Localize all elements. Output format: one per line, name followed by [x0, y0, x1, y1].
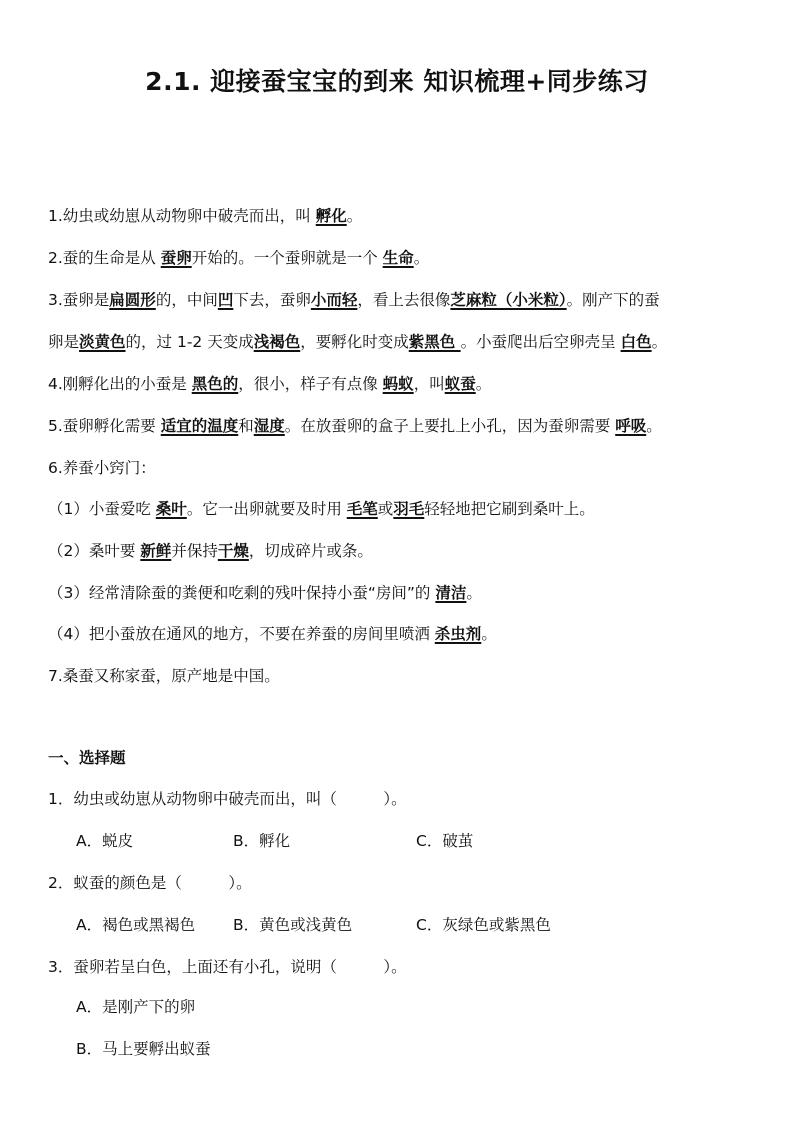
line-text: 。在放蚕卵的盒子上要扎上小孔，因为蚕卵需要 — [284, 417, 616, 435]
answer-keyword: 淡黄色 — [79, 333, 126, 351]
answer-keyword: 芝麻粒（小米粒） — [450, 291, 567, 309]
line-text: ，叫 — [413, 375, 445, 393]
answer-keyword: 呼吸 — [615, 417, 647, 435]
line-text: 的，中间 — [155, 291, 218, 309]
question-stem: 3．蚕卵若呈白色，上面还有小孔，说明（ ）。 — [48, 958, 407, 976]
page-title: 2.1. 迎接蚕宝宝的到来 知识梳理+同步练习 — [145, 67, 649, 96]
answer-keyword: 浅褐色 — [253, 333, 301, 351]
line-text: （2）桑叶要 — [48, 542, 141, 560]
answer-keyword: 黑色的 — [191, 375, 239, 393]
answer-keyword: 凹 — [217, 291, 234, 309]
line-text: 。 — [346, 207, 363, 225]
knowledge-line — [48, 624, 758, 644]
answer-keyword: 干燥 — [217, 542, 249, 560]
answer-keyword: 毛笔 — [346, 500, 378, 518]
line-text: ，要孵化时变成 — [300, 333, 409, 351]
question-stem: 1．幼虫或幼崽从动物卵中破壳而出，叫（ ）。 — [48, 790, 407, 808]
knowledge-line — [48, 290, 758, 310]
line-text: 。 — [481, 625, 497, 643]
line-text: 7.桑蚕又称家蚕，原产地是中国。 — [48, 667, 280, 685]
answer-keyword: 湿度 — [253, 417, 285, 435]
answer-keyword: 蚂蚁 — [382, 375, 414, 393]
line-text: 6.养蚕小窍门： — [48, 459, 156, 477]
knowledge-line — [48, 499, 758, 519]
answer-option[interactable]: C．灰绿色或紫黑色 — [416, 916, 551, 934]
line-text: 2.蚕的生命是从 — [48, 249, 161, 267]
answer-option[interactable]: A．褐色或黑褐色 — [76, 916, 196, 934]
line-text: 。 — [475, 375, 492, 393]
answer-keyword: 杀虫剂 — [434, 625, 482, 643]
line-text: 下去，蚕卵 — [233, 291, 311, 309]
knowledge-line — [48, 248, 758, 268]
answer-keyword: 新鲜 — [140, 542, 172, 560]
knowledge-line — [48, 416, 758, 436]
line-text: 1.幼虫或幼崽从动物卵中破壳而出，叫 — [48, 207, 316, 225]
line-text: 开始的。一个蚕卵就是一个 — [191, 249, 383, 267]
answer-keyword: 蚕卵 — [160, 249, 192, 267]
line-text: 。 — [466, 584, 482, 602]
line-text: 4.刚孵化出的小蚕是 — [48, 375, 192, 393]
line-text: 。刚产下的蚕 — [566, 291, 660, 309]
line-text: ，很小，样子有点像 — [238, 375, 383, 393]
line-text: 卵是 — [48, 333, 80, 351]
section-title: 一、选择题 — [48, 749, 126, 767]
answer-keyword: 白色 — [620, 333, 652, 351]
answer-option[interactable]: B．黄色或浅黄色 — [233, 916, 353, 934]
line-text: ，切成碎片或条。 — [248, 542, 373, 560]
answer-option[interactable]: B．马上要孵出蚁蚕 — [76, 1040, 211, 1058]
answer-keyword: 桑叶 — [155, 500, 187, 518]
knowledge-line — [48, 458, 758, 478]
knowledge-line — [48, 541, 758, 561]
answer-keyword: 羽毛 — [393, 500, 425, 518]
line-text: 或 — [377, 500, 394, 518]
knowledge-line — [48, 206, 758, 226]
line-text: 。小蚕爬出后空卵壳呈 — [460, 333, 621, 351]
answer-option[interactable]: B．孵化 — [233, 832, 291, 850]
answer-keyword: 小而轻 — [310, 291, 358, 309]
answer-keyword: 适宜的温度 — [160, 417, 239, 435]
answer-keyword: 清洁 — [435, 584, 467, 602]
knowledge-line — [48, 666, 758, 686]
line-text: （3）经常清除蚕的粪便和吃剩的残叶保持小蚕“房间”的 — [48, 584, 436, 602]
line-text: 和 — [238, 417, 254, 435]
line-text: ，看上去很像 — [357, 291, 451, 309]
answer-keyword: 蚁蚕 — [444, 375, 476, 393]
question-stem: 2．蚁蚕的颜色是（ ）。 — [48, 874, 252, 892]
line-text: 5.蚕卵孵化需要 — [48, 417, 161, 435]
line-text: （1）小蚕爱吃 — [48, 500, 156, 518]
answer-keyword: 孵化 — [315, 207, 347, 225]
knowledge-line — [48, 332, 758, 352]
line-text: （4）把小蚕放在通风的地方，不要在养蚕的房间里喷洒 — [48, 625, 435, 643]
line-text: 并保持 — [171, 542, 218, 560]
line-text: 。它一出卵就要及时用 — [186, 500, 347, 518]
knowledge-line — [48, 374, 758, 394]
answer-keyword: 生命 — [382, 249, 414, 267]
line-text: 。 — [413, 249, 430, 267]
line-text: 轻轻地把它刷到桑叶上。 — [424, 500, 595, 518]
answer-option[interactable]: A．蜕皮 — [76, 832, 134, 850]
line-text: 。 — [651, 333, 668, 351]
line-text: 3.蚕卵是 — [48, 291, 110, 309]
answer-keyword: 扁圆形 — [109, 291, 156, 309]
knowledge-line — [48, 583, 758, 603]
line-text: 的，过 1-2 天变成 — [125, 333, 254, 351]
answer-keyword: 紫黑色 — [408, 333, 461, 351]
line-text: 。 — [646, 417, 662, 435]
answer-option[interactable]: C．破茧 — [416, 832, 474, 850]
answer-option[interactable]: A．是刚产下的卵 — [76, 998, 196, 1016]
